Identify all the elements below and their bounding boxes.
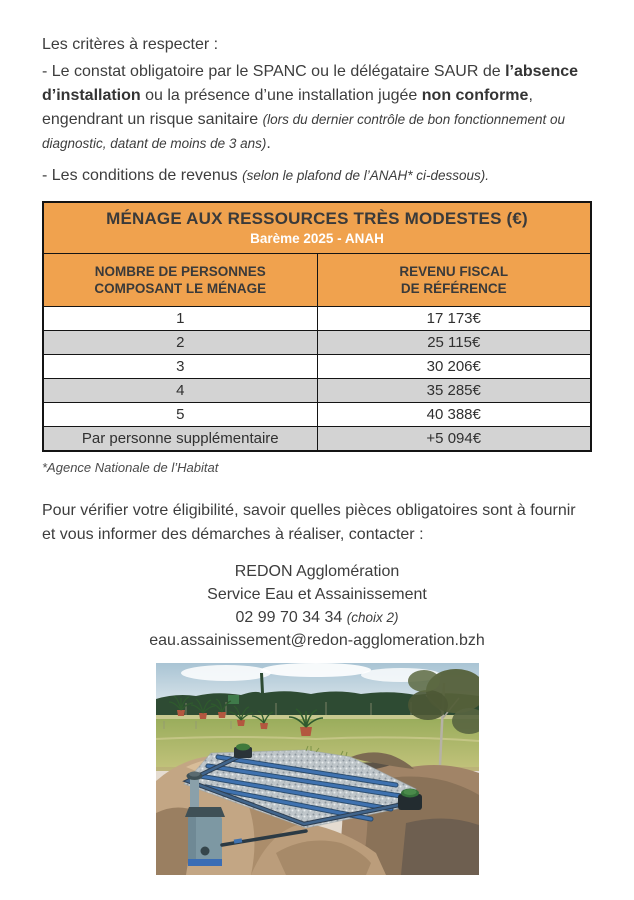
contact-phone: 02 99 70 34 34	[235, 609, 343, 626]
criterion-2-italic-note: (selon le plafond de l’ANAH* ci-dessous).	[242, 168, 489, 183]
criterion-1-text: , engendrant un risque sanitaire	[42, 87, 533, 128]
cell-revenue: 35 285€	[317, 379, 591, 403]
cell-persons: 4	[43, 379, 317, 403]
column-header-line: DE RÉFÉRENCE	[400, 281, 507, 296]
cell-revenue: +5 094€	[317, 427, 591, 452]
cell-revenue: 25 115€	[317, 331, 591, 355]
septic-installation-illustration	[156, 663, 479, 875]
criterion-1-italic-note: (lors du dernier contrôle de bon fonctionnement ou diagnostic, datant de moins de 3 ans)	[42, 112, 566, 151]
criterion-2-text: - Les conditions de revenus	[42, 167, 243, 184]
table-subtitle: Barème 2025 - ANAH	[250, 231, 384, 246]
contact-org: REDON Agglomération	[234, 563, 400, 580]
contact-block	[42, 560, 592, 652]
criterion-1-bold-absence: l’absence d’installation	[42, 63, 579, 104]
contact-intro: Pour vérifier votre éligibilité, savoir quelles pièces obligatoires sont à fournir et vous informer des démarches à réaliser, contacter :	[42, 502, 576, 543]
column-header-revenue	[317, 254, 591, 307]
table-title-row	[43, 202, 591, 254]
cell-persons: Par personne supplémentaire	[43, 427, 317, 452]
criterion-1-text: ou la présence d’une installation jugée	[140, 87, 422, 104]
photo-shed	[228, 695, 239, 704]
intro-heading: Les critères à respecter :	[42, 36, 219, 53]
table-row	[43, 307, 591, 331]
contact-service: Service Eau et Assainissement	[207, 586, 427, 603]
cell-revenue: 30 206€	[317, 355, 591, 379]
table-row	[43, 331, 591, 355]
cell-persons: 3	[43, 355, 317, 379]
criterion-1	[42, 60, 592, 156]
criterion-2	[42, 164, 592, 188]
table-row	[43, 355, 591, 379]
septic-installation-photo	[156, 663, 479, 875]
table-title: MÉNAGE AUX RESSOURCES TRÈS MODESTES (€)	[106, 209, 528, 228]
column-header-line: COMPOSANT LE MÉNAGE	[94, 281, 267, 296]
column-header-line: NOMBRE DE PERSONNES	[94, 264, 266, 279]
criterion-1-text: .	[266, 135, 271, 152]
photo-distribution-box-right	[398, 789, 422, 811]
criterion-1-bold-nonconforme: non conforme	[421, 87, 529, 104]
cell-persons: 2	[43, 331, 317, 355]
cell-persons: 5	[43, 403, 317, 427]
contact-phone-line	[42, 606, 592, 629]
cell-revenue: 17 173€	[317, 307, 591, 331]
income-table	[42, 201, 592, 452]
cell-persons: 1	[43, 307, 317, 331]
table-title-cell	[43, 202, 591, 254]
contact-email: eau.assainissement@redon-agglomeration.bzh	[149, 632, 485, 649]
criterion-1-text: - Le constat obligatoire par le SPANC ou le délégataire SAUR de	[42, 63, 506, 80]
table-row	[43, 403, 591, 427]
table-row	[43, 427, 591, 452]
column-header-line: REVENU FISCAL	[399, 264, 509, 279]
table-header-row	[43, 254, 591, 307]
contact-phone-note: (choix 2)	[346, 610, 399, 625]
photo-distribution-box-left	[234, 744, 252, 759]
table-row	[43, 379, 591, 403]
column-header-persons	[43, 254, 317, 307]
table-footnote: *Agence Nationale de l’Habitat	[42, 460, 219, 475]
cell-revenue: 40 388€	[317, 403, 591, 427]
